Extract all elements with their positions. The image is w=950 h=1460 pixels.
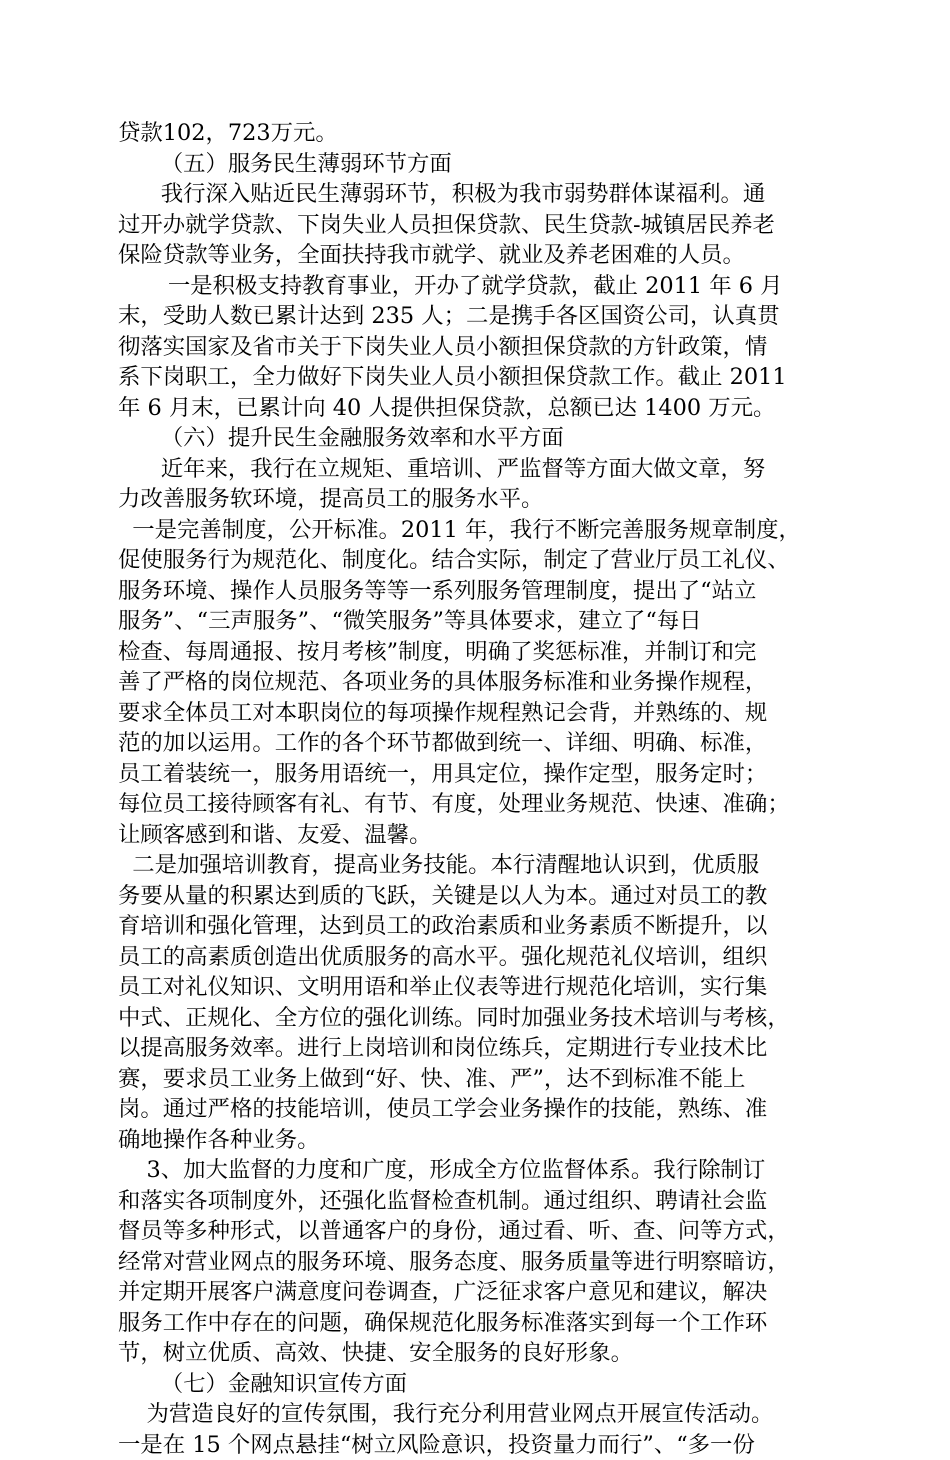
text-line: 范的加以运用。工作的各个环节都做到统一、详细、明确、标准， — [118, 728, 838, 759]
text-line: 育培训和强化管理，达到员工的政治素质和业务素质不断提升，以 — [118, 911, 838, 942]
text-line: 保险贷款等业务，全面扶持我市就学、就业及养老困难的人员。 — [118, 240, 838, 271]
text-line: （六）提升民生金融服务效率和水平方面 — [118, 423, 838, 454]
text-line: 检查、每周通报、按月考核”制度，明确了奖惩标准，并制订和完 — [118, 637, 838, 668]
text-line: 和落实各项制度外，还强化监督检查机制。通过组织、聘请社会监 — [118, 1186, 838, 1217]
text-line: 服务工作中存在的问题，确保规范化服务标准落实到每一个工作环 — [118, 1308, 838, 1339]
text-line: 每位员工接待顾客有礼、有节、有度，处理业务规范、快速、准确； — [118, 789, 838, 820]
text-line: 一是积极支持教育事业，开办了就学贷款，截止 2011 年 6 月 — [118, 271, 838, 302]
text-line: 一是完善制度，公开标准。2011 年，我行不断完善服务规章制度， — [118, 515, 838, 546]
text-line: （五）服务民生薄弱环节方面 — [118, 149, 838, 180]
text-line: 督员等多种形式，以普通客户的身份，通过看、听、查、问等方式， — [118, 1216, 838, 1247]
text-line: 服务”、“三声服务”、“微笑服务”等具体要求，建立了“每日 — [118, 606, 838, 637]
body-text — [118, 118, 838, 1460]
text-line: 节，树立优质、高效、快捷、安全服务的良好形象。 — [118, 1338, 838, 1369]
text-line: 3、加大监督的力度和广度，形成全方位监督体系。我行除制订 — [118, 1155, 838, 1186]
text-line: 岗。通过严格的技能培训，使员工学会业务操作的技能，熟练、准 — [118, 1094, 838, 1125]
text-line: 服务环境、操作人员服务等等一系列服务管理制度，提出了“站立 — [118, 576, 838, 607]
text-line: 促使服务行为规范化、制度化。结合实际，制定了营业厅员工礼仪、 — [118, 545, 838, 576]
text-line: 要求全体员工对本职岗位的每项操作规程熟记会背，并熟练的、规 — [118, 698, 838, 729]
text-line: 确地操作各种业务。 — [118, 1125, 838, 1156]
text-line: 我行深入贴近民生薄弱环节，积极为我市弱势群体谋福利。通 — [118, 179, 838, 210]
text-line: （七）金融知识宣传方面 — [118, 1369, 838, 1400]
text-line: 以提高服务效率。进行上岗培训和岗位练兵，定期进行专业技术比 — [118, 1033, 838, 1064]
text-line: 末，受助人数已累计达到 235 人；二是携手各区国资公司，认真贯 — [118, 301, 838, 332]
text-line: 员工着装统一，服务用语统一，用具定位，操作定型，服务定时； — [118, 759, 838, 790]
text-line: 二是加强培训教育，提高业务技能。本行清醒地认识到，优质服 — [118, 850, 838, 881]
text-line: 并定期开展客户满意度问卷调查，广泛征求客户意见和建议，解决 — [118, 1277, 838, 1308]
text-line: 赛，要求员工业务上做到“好、快、准、严”，达不到标准不能上 — [118, 1064, 838, 1095]
text-line: 系下岗职工，全力做好下岗失业人员小额担保贷款工作。截止 2011 — [118, 362, 838, 393]
text-line: 年 6 月末，已累计向 40 人提供担保贷款，总额已达 1400 万元。 — [118, 393, 838, 424]
text-line: 一是在 15 个网点悬挂“树立风险意识，投资量力而行”、“多一份 — [118, 1430, 838, 1460]
text-line: 让顾客感到和谐、友爱、温馨。 — [118, 820, 838, 851]
text-line: 经常对营业网点的服务环境、服务态度、服务质量等进行明察暗访， — [118, 1247, 838, 1278]
text-line: 中式、正规化、全方位的强化训练。同时加强业务技术培训与考核， — [118, 1003, 838, 1034]
text-line: 务要从量的积累达到质的飞跃，关键是以人为本。通过对员工的教 — [118, 881, 838, 912]
text-line: 员工的高素质创造出优质服务的高水平。强化规范礼仪培训，组织 — [118, 942, 838, 973]
text-line: 彻落实国家及省市关于下岗失业人员小额担保贷款的方针政策，情 — [118, 332, 838, 363]
text-line: 善了严格的岗位规范、各项业务的具体服务标准和业务操作规程， — [118, 667, 838, 698]
text-line: 员工对礼仪知识、文明用语和举止仪表等进行规范化培训，实行集 — [118, 972, 838, 1003]
text-line: 力改善服务软环境，提高员工的服务水平。 — [118, 484, 838, 515]
text-line: 近年来，我行在立规矩、重培训、严监督等方面大做文章，努 — [118, 454, 838, 485]
text-line: 过开办就学贷款、下岗失业人员担保贷款、民生贷款-城镇居民养老 — [118, 210, 838, 241]
text-line: 贷款102，723万元。 — [118, 118, 838, 149]
text-line: 为营造良好的宣传氛围，我行充分利用营业网点开展宣传活动。 — [118, 1399, 838, 1430]
